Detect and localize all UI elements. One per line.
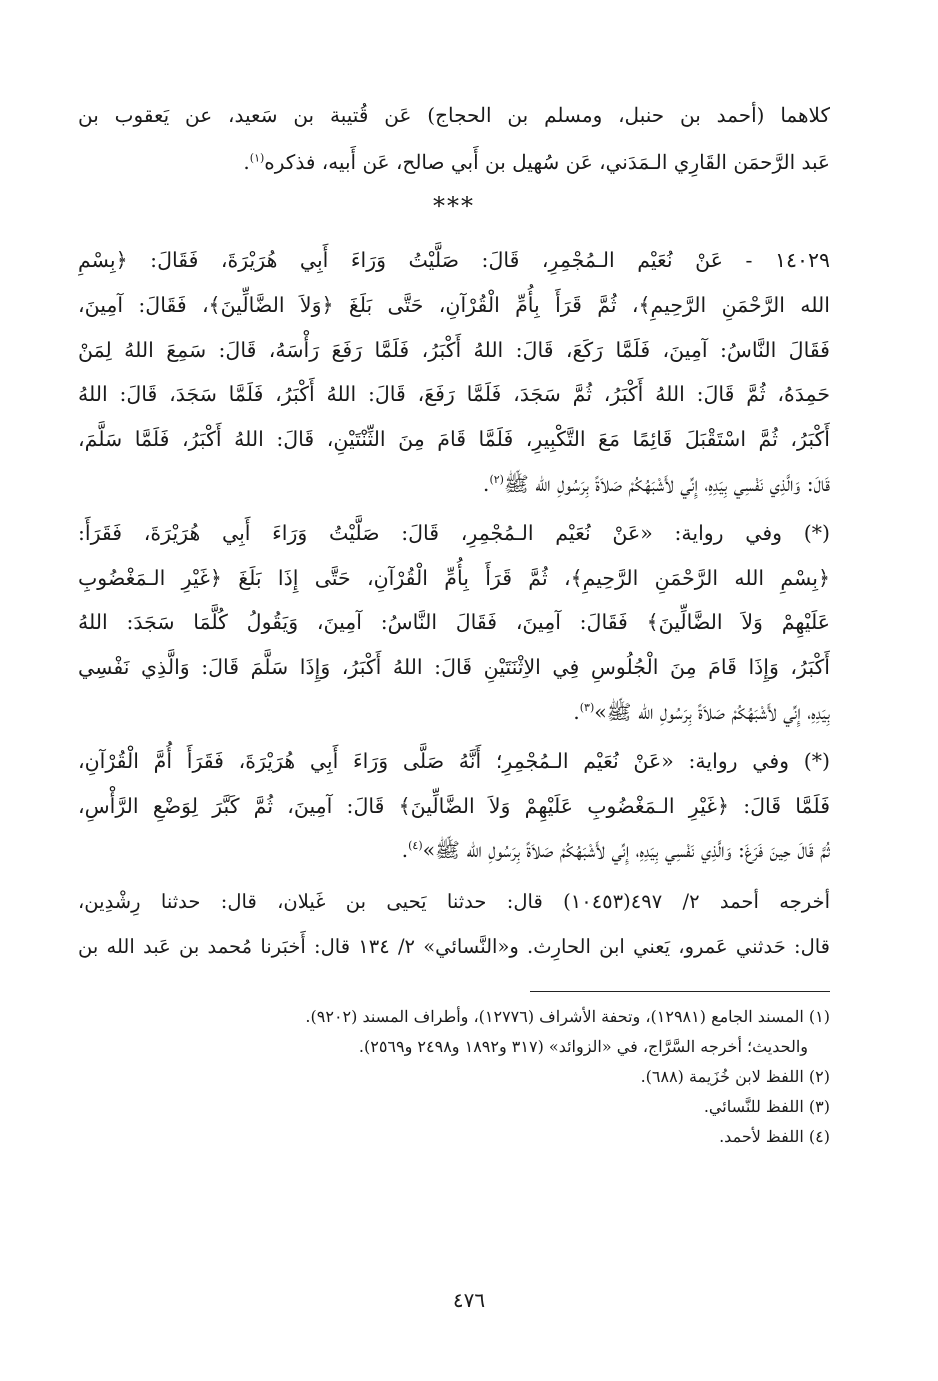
- footnotes: [78, 1002, 830, 1152]
- takhrij-paragraph: [78, 879, 830, 969]
- riwaya-1: [78, 511, 830, 735]
- riwaya-line: عَلَيْهِمْ وَلاَ الضَّالِّينَ﴾ فَقَالَ: آمِينَ، فَقَالَ النَّاسُ: آمِينَ، وَيَقُولُ كُلَّمَا سَجَدَ: اللهُ: [78, 610, 830, 635]
- book-page: [78, 92, 830, 1332]
- intro-line-2: عَبد الرَّحمَن القَارِي الـمَدَني، عَن سُهيل بن أَبي صالح، عَن أَبيه، فذكره$^{(١)}$.: [243, 150, 830, 174]
- footnote-3: (٣) اللفظ للنَّسائي.: [703, 1097, 830, 1117]
- riwaya-2: [78, 739, 830, 873]
- footnote-1-continued: والحديث؛ أخرجه السَّرَّاج، في «الزوائد» (٣١٧ و١٨٩٢ و٢٤٩٨ و٢٥٦٩).: [358, 1037, 808, 1057]
- hadith-line: قَالَ: وَالَّذِي نَفْسِي بِيَدِهِ، إِنِّي لأَشْبَهُكُمْ صَلاَةً بِرَسُولِ الله ﷺ$^{(٢)}$.: [482, 471, 830, 496]
- footnote-4: (٤) اللفظ لأحمد.: [719, 1127, 830, 1147]
- intro-paragraph: [78, 92, 830, 186]
- footnote-ref-2: (٢): [489, 473, 504, 487]
- riwaya-line: بِيَدِهِ، إِنِّي لأَشْبَهُكُمْ صَلاَةً بِرَسُولِ الله ﷺ»$^{(٣)}$.: [573, 699, 830, 724]
- takhrij-line: أخرجه أحمد ٢/ ٤٩٧(١٠٤٥٣) قال: حدثنا يَحيى بن غَيلان، قال: حدثنا رِشْدِين،: [78, 890, 830, 914]
- hadith-line: فَقَالَ النَّاسُ: آمِينَ، فَلَمَّا رَكَعَ، قَالَ: اللهُ أَكْبَرُ، فَلَمَّا رَفَعَ رَأْسَهُ، قَالَ: سَمِعَ اللهُ لِمَنْ: [78, 337, 830, 362]
- hadith-line: حَمِدَهُ، ثُمَّ قَالَ: اللهُ أَكْبَرُ، ثُمَّ سَجَدَ، فَلَمَّا رَفَعَ، قَالَ: اللهُ أَكْبَرُ، فَلَمَّا سَجَدَ، قَالَ: اللهُ: [78, 382, 830, 407]
- hadith-line: أَكْبَرُ، ثُمَّ اسْتَقْبَلَ قَائِمًا مَعَ التَّكْبِيرِ، فَلَمَّا قَامَ مِنَ الثِّنْتَيْنِ، قَالَ: اللهُ أَكْبَرُ، فَلَمَّا سَلَّمَ،: [78, 427, 830, 452]
- intro-line-1: كلاهما (أحمد بن حنبل، ومسلم بن الحجاج) عَن قُتيبة بن سَعيد، عن يَعقوب بن: [78, 103, 830, 127]
- riwaya-line: أَكْبَرُ، وَإِذَا قَامَ مِنَ الْجُلُوسِ فِي الاِثْنَتَيْنِ قَالَ: اللهُ أَكْبَرُ، وَإِذَا سَلَّمَ قَالَ: وَالَّذِي نَفْسِي: [78, 655, 830, 680]
- footnote-1: (١) المسند الجامع (١٢٩٨١)، وتحفة الأشراف (١٢٧٧٦)، وأطراف المسند (٩٢٠٢).: [305, 1007, 830, 1027]
- takhrij-line: قال: حَدثني عَمرو، يَعني ابن الحارِث. و«النَّسائي» ٢/ ١٣٤ قال: أَخبَرنا مُحمد بن عَبد الله بن: [78, 935, 830, 959]
- section-separator: ***: [433, 192, 475, 220]
- hadith-line: الله الرَّحْمَنِ الرَّحِيمِ﴾، ثُمَّ قَرَأَ بِأُمِّ الْقُرْآنِ، حَتَّى بَلَغَ ﴿وَلاَ الضَّالِّينَ﴾، فَقَالَ: آمِينَ،: [78, 292, 830, 317]
- page-number: ٤٧٦: [452, 1288, 486, 1312]
- riwaya-line: فَلَمَّا قَالَ: ﴿غَيْرِ الـمَغْضُوبِ عَلَيْهِمْ وَلاَ الضَّالِّينَ﴾ قَالَ: آمِينَ، ثُمَّ كَبَّرَ لِوَضْعِ الرَّأْسِ،: [78, 793, 830, 818]
- hadith-line: ١٤٠٢٩ - عَنْ نُعَيْم الـمُجْمِرِ، قَالَ: صَلَّيْتُ وَرَاءَ أَبِي هُرَيْرَةَ، فَقَالَ: ﴿بِسْمِ: [78, 248, 830, 272]
- footnote-2: (٢) اللفظ لابن خُزَيمة (٦٨٨).: [640, 1067, 830, 1087]
- riwaya-line: (*) وفي رواية: «عَنْ نُعَيْم الـمُجْمِرِ، قَالَ: صَلَّيْتُ وَرَاءَ أَبِي هُرَيْرَةَ، فَقَرَأَ:: [78, 520, 830, 545]
- footnote-divider: [530, 991, 830, 992]
- riwaya-line: (*) وفي رواية: «عَنْ نُعَيْم الـمُجْمِرِ؛ أَنَّهُ صَلَّى وَرَاءَ أَبِي هُرَيْرَةَ، فَقَرَأَ أُمَّ الْقُرْآنِ،: [78, 748, 830, 773]
- footnote-ref-4: (٤): [408, 839, 423, 853]
- hadith-14029: [78, 238, 830, 507]
- footnote-ref-1: (١): [249, 151, 265, 165]
- footnote-ref-3: (٣): [579, 701, 595, 715]
- riwaya-line: ﴿بِسْمِ الله الرَّحْمَنِ الرَّحِيمِ﴾، ثُمَّ قَرَأَ بِأُمِّ الْقُرْآنِ، حَتَّى إِذَا بَلَغَ ﴿غَيْرِ الـمَغْضُوبِ: [78, 565, 830, 590]
- riwaya-line: ثُمَّ قَالَ حِينَ فَرَغَ: وَالَّذِي نَفْسِي بِيَدِهِ، إِنِّي لأَشْبَهُكُمْ صَلاَةً بِرَسُولِ الله ﷺ»$^{(٤)}$.: [401, 838, 830, 863]
